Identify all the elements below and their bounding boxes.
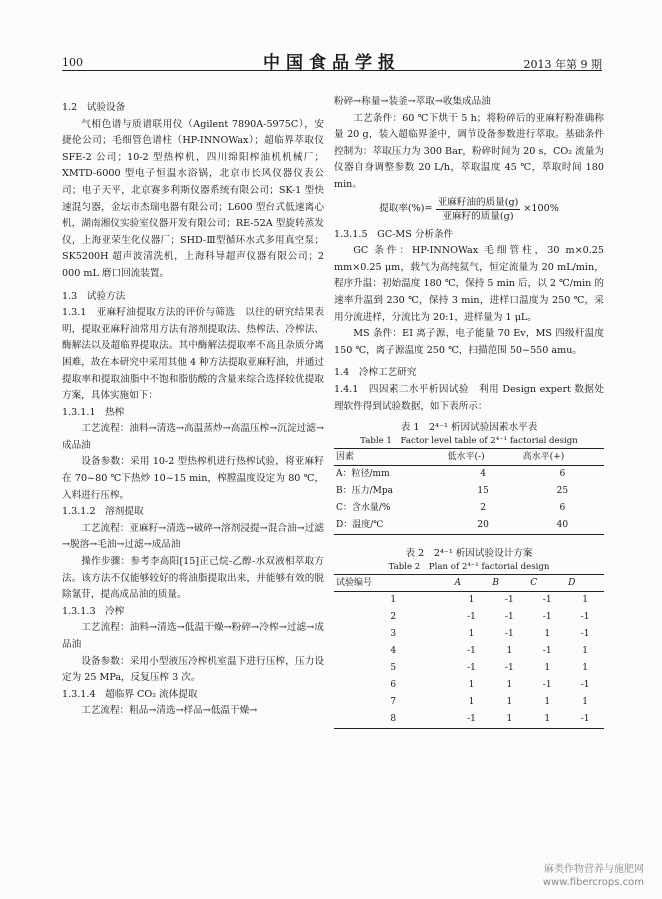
table-cell: 1 bbox=[582, 646, 588, 657]
table2-body bbox=[334, 592, 604, 729]
factor-level-table bbox=[334, 448, 604, 535]
table-cell: 6 bbox=[390, 680, 397, 691]
table-cell: 4 bbox=[480, 469, 486, 480]
table-cell: 1 bbox=[506, 680, 513, 691]
table-cell: D：温度/℃ bbox=[336, 520, 384, 531]
body-paragraph: GC 条件：HP-INNOWax 毛细管柱，30 m×0.25 mm×0.25 μm，载气为高纯氦气，恒定流量为 20 mL/min，程序升温：初始温度 180 ℃，保持 5 min 后，以 2 ℃/min 的速率升温到 230 ℃，保持 3 min，进样口温度为 250 ℃，采用分流进样，分流比为 20:1，进样量为 1 μL。 bbox=[334, 245, 604, 323]
section-heading: 1.4 冷榨工艺研究 bbox=[334, 367, 417, 379]
table-header-cell: 试验编号 bbox=[334, 575, 453, 592]
table-row bbox=[334, 677, 604, 694]
body-paragraph: MS 条件：EI 离子源，电子能量 70 Ev，MS 四级杆温度 150 ℃，离子源温度 250 ℃，扫描范围 50~550 amu。 bbox=[334, 328, 604, 356]
table-row bbox=[334, 592, 604, 610]
table-header-row bbox=[334, 449, 604, 466]
table-cell: -1 bbox=[580, 714, 590, 725]
subsection-heading: 1.3.1.2 溶剂提取 bbox=[62, 506, 144, 518]
section-heading: 1.2 试验设备 bbox=[62, 102, 126, 113]
table-cell: 1 bbox=[468, 629, 475, 640]
table-header-row bbox=[334, 575, 604, 592]
journal-title: 中国食品学报 bbox=[263, 53, 401, 73]
table-cell: 1 bbox=[544, 629, 551, 640]
table-cell: 1 bbox=[468, 595, 475, 606]
table-cell: 6 bbox=[559, 469, 566, 480]
table-cell: A：粒径/mm bbox=[336, 469, 390, 480]
formula-lhs: 提取率(%)= bbox=[379, 202, 433, 214]
table-cell: 3 bbox=[390, 629, 397, 640]
page-number: 100 bbox=[62, 56, 83, 69]
table-cell: B：压力/Mpa bbox=[336, 486, 393, 497]
table-cell: 6 bbox=[559, 503, 566, 514]
table-row bbox=[334, 660, 604, 677]
table-header-cell: 因素 bbox=[334, 449, 446, 466]
table-cell: 4 bbox=[390, 646, 397, 657]
extraction-rate-formula bbox=[334, 196, 604, 223]
table-cell: -1 bbox=[467, 646, 476, 657]
table-cell: -1 bbox=[542, 680, 552, 691]
body-paragraph: 粉碎→称量→装釜→萃取→收集成品油 bbox=[334, 96, 491, 107]
right-column bbox=[334, 94, 604, 729]
table-cell: -1 bbox=[542, 595, 552, 606]
table-cell: 2 bbox=[480, 503, 486, 514]
table-cell: -1 bbox=[504, 629, 514, 640]
right-column-top bbox=[334, 94, 604, 194]
table2-caption-en: Table 2 Plan of 2⁴⁻¹ factorial design bbox=[388, 562, 550, 573]
table-header-cell: C bbox=[528, 575, 566, 592]
table-cell: -1 bbox=[504, 595, 514, 606]
table-row bbox=[334, 626, 604, 643]
body-paragraph: 工艺流程：油料→清选→低温干燥→粉碎→冷榨→过滤→成品油 bbox=[62, 622, 324, 650]
table-cell: -1 bbox=[580, 680, 590, 691]
subsection-heading: 1.3.1.1 热榨 bbox=[62, 406, 125, 418]
subsection-heading: 1.3.1.3 冷榨 bbox=[62, 605, 125, 617]
table-cell: 1 bbox=[544, 663, 551, 674]
table-cell: 1 bbox=[390, 595, 397, 606]
table-cell: -1 bbox=[467, 612, 476, 623]
watermark-line2: www.fibercrops.com bbox=[542, 877, 644, 888]
table-cell: 1 bbox=[506, 714, 513, 725]
body-paragraph: 1.4.1 四因素二水平析因试验 利用 Design expert 数据处理软件得到试验数据，如下表所示： bbox=[334, 383, 604, 412]
formula-numerator: 亚麻籽油的质量(g) bbox=[437, 196, 519, 208]
table-cell: 2 bbox=[390, 612, 397, 623]
table-cell: -1 bbox=[504, 612, 514, 623]
body-paragraph: 1.3.1 亚麻籽油提取方法的评价与筛选 以往的研究结果表明，提取亚麻籽油常用方法有溶剂提取法、热榨法、冷榨法、酶解法以及超临界提取法。其中酶解法提取率不高且杂质分离困难，故在本研究中采用其他 4 种方法提取亚麻籽油，并通过提取率和提取油脂中不饱和脂肪酸的含量来综合选择较优提取方案，具体实施如下： bbox=[62, 307, 324, 402]
table1-body bbox=[334, 466, 604, 535]
left-column bbox=[62, 94, 324, 720]
table-cell: 8 bbox=[390, 714, 397, 725]
table-header-cell: D bbox=[566, 575, 604, 592]
table-cell: 5 bbox=[390, 663, 397, 674]
table2-caption: 表 2 2⁴⁻¹ 析因试验设计方案 bbox=[405, 548, 533, 560]
table1-caption: 表 1 2⁴⁻¹ 析因试验因素水平表 bbox=[400, 422, 538, 434]
body-paragraph: 工艺流程：油料→清选→高温蒸炒→高温压榨→沉淀过滤→成品油 bbox=[62, 423, 324, 451]
table-cell: -1 bbox=[467, 714, 476, 725]
table-cell: -1 bbox=[467, 663, 476, 674]
table-cell: 1 bbox=[506, 646, 513, 657]
table-cell: 7 bbox=[390, 697, 397, 708]
table-cell: 1 bbox=[468, 680, 475, 691]
table-cell: -1 bbox=[580, 629, 590, 640]
table-row bbox=[334, 711, 604, 729]
table-row bbox=[334, 694, 604, 711]
subsection-heading: 1.3.1.4 超临界 CO₂ 流体提取 bbox=[62, 688, 198, 700]
issue-label: 2013 年第 9 期 bbox=[523, 58, 602, 71]
table-cell: 40 bbox=[556, 520, 569, 531]
table-header-cell: 高水平(+) bbox=[521, 449, 604, 466]
table-row bbox=[334, 517, 604, 535]
right-column-mid bbox=[334, 227, 604, 416]
table-cell: -1 bbox=[542, 612, 552, 623]
table-cell: -1 bbox=[542, 646, 552, 657]
table-cell: 1 bbox=[582, 595, 588, 606]
table-header-cell: B bbox=[490, 575, 528, 592]
table-cell: 1 bbox=[582, 663, 588, 674]
table-cell: 1 bbox=[506, 697, 513, 708]
body-paragraph: 工艺流程：亚麻籽→清选→破碎→溶剂浸提→混合油→过滤→脱溶→毛油→过滤→成品油 bbox=[62, 522, 324, 551]
body-paragraph: 设备参数：采用 10-2 型热榨机进行热榨试验，将亚麻籽在 70~80 ℃下热炒 10~15 min，榨膛温度设定为 80 ℃，入料进行压榨。 bbox=[62, 456, 324, 501]
body-paragraph: 工艺条件：60 ℃下烘干 5 h；将粉碎后的亚麻籽粉准确称量 20 g，装入超临界釜中，调节设备参数进行萃取。基础条件控制为：萃取压力为 300 Bar，粉碎时间为 20 s，CO₂ 流量为仪器自身调整参数 20 L/h，萃取温度 45 ℃，萃取时间 180 min。 bbox=[334, 112, 604, 190]
table-cell: 1 bbox=[468, 697, 475, 708]
table-row bbox=[334, 643, 604, 660]
watermark bbox=[543, 863, 644, 889]
body-paragraph: 气相色谱与质谱联用仪（Agilent 7890A-5975C），安捷伦公司；毛细管色谱柱（HP-INNOWax）；超临界萃取仪 SFE-2 公司；10-2 型热榨机，四川绵阳榨油机机械厂；XMTD-6000 型电子恒温水浴锅，北京市长风仪器仪表公司；电子天平，北京赛多利斯仪器系统有限公司；SK-1 型快速混匀器，金坛市杰瑞电器有限公司；L600 型台式低速离心机，湖南湘仪实验室仪器开发有限公司；RE-52A 型旋转蒸发仪，上海亚荣生化仪器厂；SHD-Ⅲ型循环水式多用真空泵；SK5200H 超声波清洗机，上海科导超声仪器有限公司；2 000 mL 磨口回流装置。 bbox=[62, 118, 324, 279]
body-paragraph: 工艺流程：粗品→清选→样品→低温干燥→ bbox=[81, 705, 258, 717]
subsection-heading: 1.3.1.5 GC-MS 分析条件 bbox=[334, 228, 454, 240]
table-row bbox=[334, 500, 604, 517]
table-cell: -1 bbox=[504, 663, 514, 674]
table-header-cell: 低水平(-) bbox=[446, 449, 521, 466]
table-row bbox=[334, 483, 604, 500]
page-header bbox=[62, 44, 602, 71]
table1-caption-en: Table 1 Factor level table of 2⁴⁻¹ factorial design bbox=[360, 436, 578, 447]
table-cell: 1 bbox=[544, 714, 551, 725]
table-cell: -1 bbox=[580, 612, 590, 623]
formula-fraction bbox=[436, 196, 521, 223]
section-heading: 1.3 试验方法 bbox=[62, 290, 126, 302]
body-paragraph: 操作步骤：参考李高阳[15]正己烷-乙醇-水双液相萃取方法。该方法不仅能够较好的将油脂提取出来，并能够有效的脱除氰苷，提高成品油的质量。 bbox=[62, 556, 324, 601]
table-cell: 1 bbox=[582, 697, 588, 708]
table-row bbox=[334, 609, 604, 626]
table-cell: 1 bbox=[544, 697, 551, 708]
table-cell: 25 bbox=[556, 486, 569, 497]
table-header-cell: A bbox=[453, 575, 491, 592]
formula-denominator: 亚麻籽的质量(g) bbox=[442, 210, 514, 222]
formula-rhs: ×100% bbox=[523, 202, 559, 214]
table-cell: C：含水量/% bbox=[336, 503, 391, 514]
table-row bbox=[334, 466, 604, 484]
table-cell: 20 bbox=[477, 520, 489, 531]
watermark-line1: 麻类作物营养与施肥网 bbox=[544, 864, 644, 875]
body-paragraph: 设备参数：采用小型液压冷榨机室温下进行压榨，压力设定为 25 MPa，反复压榨 3 次。 bbox=[62, 655, 324, 684]
design-plan-table bbox=[334, 574, 604, 729]
table-cell: 15 bbox=[477, 486, 489, 497]
